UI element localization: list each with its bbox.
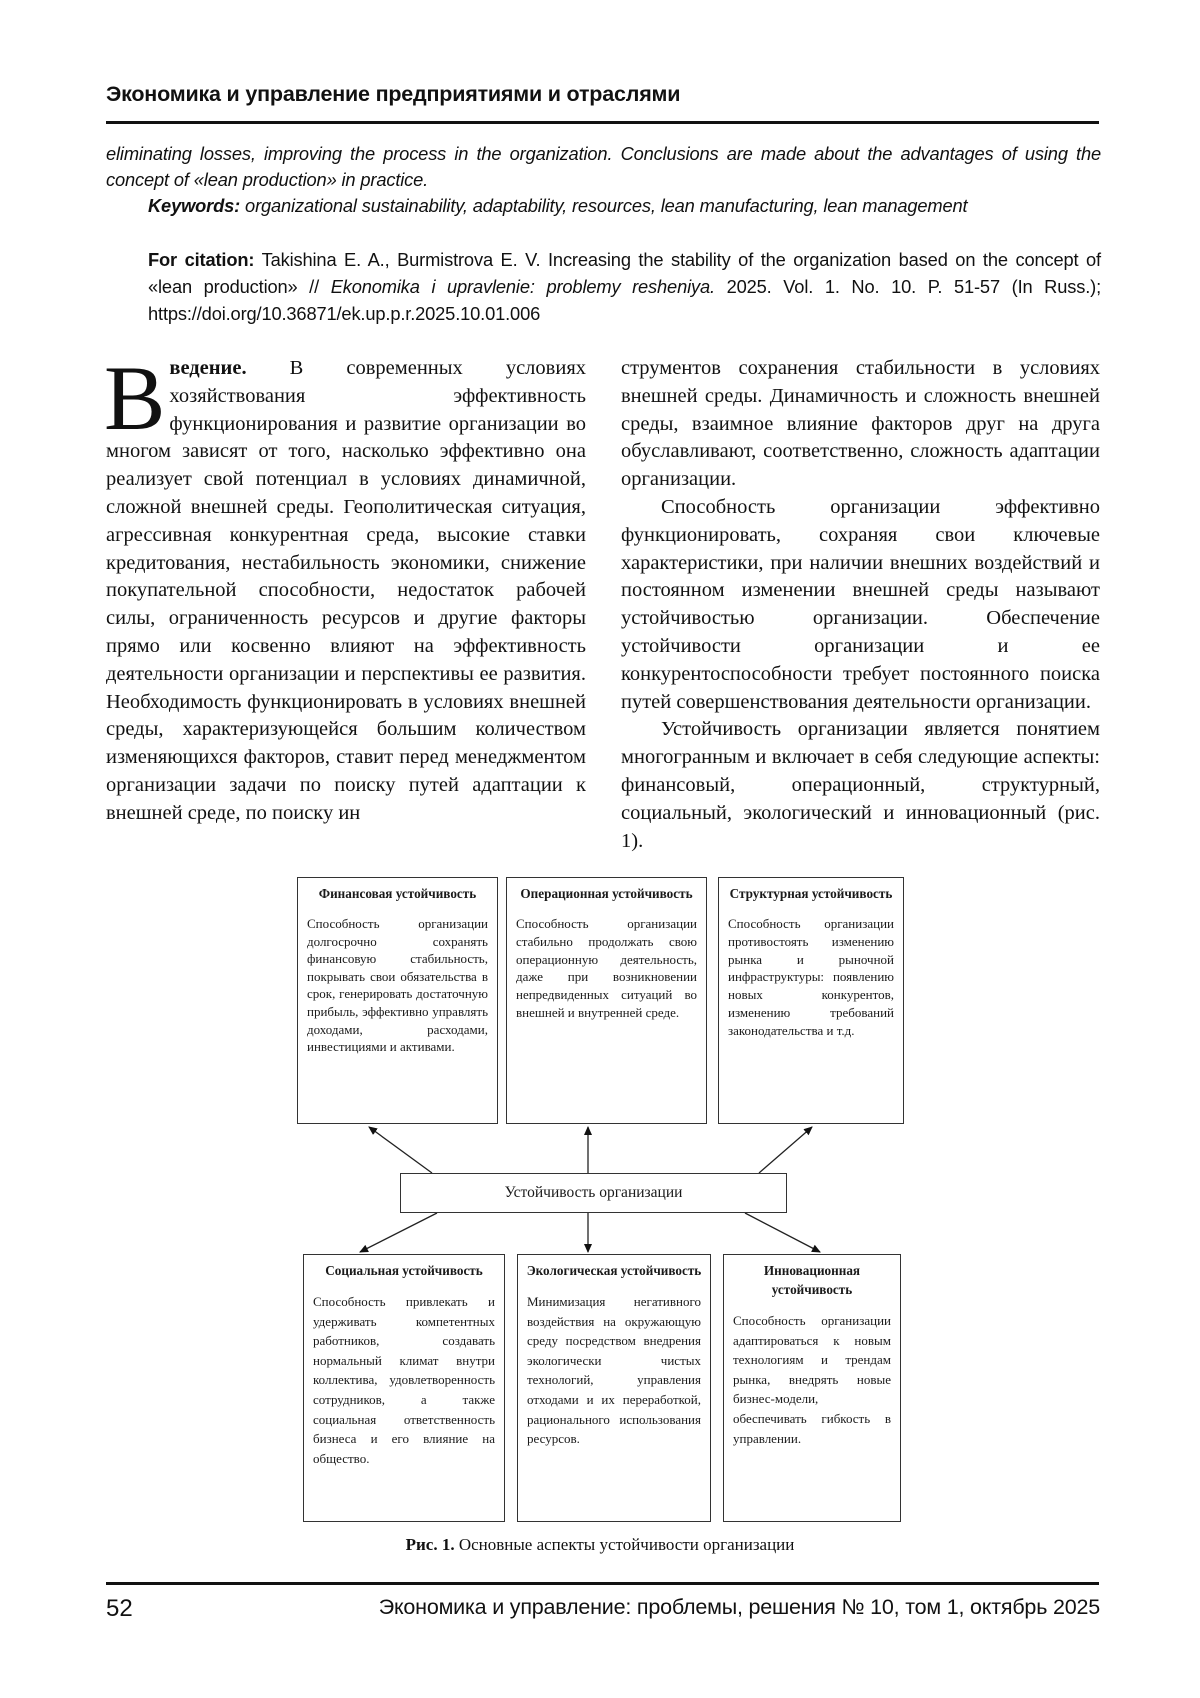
arrow-to-innovative xyxy=(745,1213,820,1252)
body-column-left xyxy=(104,347,586,828)
social-stability-box xyxy=(303,1254,505,1522)
figure-caption xyxy=(0,1535,1200,1555)
box-title: Социальная устойчивость xyxy=(325,1263,483,1278)
dropcap: В xyxy=(104,347,166,449)
keywords xyxy=(148,193,1103,219)
box-title: Структурная устойчивость xyxy=(729,886,893,901)
box-title: Финансовая устойчивость xyxy=(318,886,477,901)
arrow-to-social xyxy=(360,1213,437,1252)
box-text: Способность организации стабильно продолжать свою операционную деятельность, даже при возникновении непредвиденных ситуаций во внешней и внутренней среде. xyxy=(516,916,697,1020)
body-column-right xyxy=(621,355,1100,855)
header-rule xyxy=(106,121,1099,124)
financial-stability-box xyxy=(297,877,498,1124)
box-title: Экологическая устойчивость xyxy=(526,1263,702,1278)
page-number: 52 xyxy=(106,1595,133,1622)
citation-authors-title: Takishina E. A., Burmistrova E. V. Increasing the stability of the organization based on the concept of «lean production» // xyxy=(148,249,1101,297)
footer-rule xyxy=(106,1582,1099,1585)
organization-stability-box: Устойчивость организации xyxy=(400,1173,787,1213)
caption-text: Основные аспекты устойчивости организации xyxy=(454,1535,795,1554)
box-text: Способность организации противостоять изменению рынка и рыночной инфраструктуры: появлению новых конкурентов, изменению требований законодательства и т.д. xyxy=(728,916,894,1038)
citation-details: 2025. Vol. 1. No. 10. P. 51-57 (In Russ.); https://doi.org/10.36871/ek.up.p.r.2025.10.01.006 xyxy=(148,276,1102,324)
ecological-stability-box xyxy=(517,1254,711,1522)
arrow-to-structural xyxy=(759,1127,812,1173)
arrow-to-financial xyxy=(369,1127,432,1173)
innovative-stability-box xyxy=(723,1254,901,1522)
citation-journal: Ekonomika i upravlenie: problemy resheniya. xyxy=(330,276,715,297)
box-text: Минимизация негативного воздействия на окружающую среду посредством внедрения экологически чистых технологий, управления отходами и их переработкой, рационального использования ресурсов. xyxy=(527,1294,701,1447)
box-text: Способность привлекать и удерживать компетентных работников, создавать нормальный климат внутри коллектива, удовлетворенность сотрудников, а также социальная ответственность бизнеса и его влияние на общество. xyxy=(313,1294,495,1466)
citation xyxy=(148,246,1101,327)
structural-stability-box xyxy=(718,877,904,1124)
citation-label: For citation: xyxy=(148,249,255,270)
keywords-label: Keywords: xyxy=(148,195,241,216)
footer-journal-title: Экономика и управление: проблемы, решения № 10, том 1, октябрь 2025 xyxy=(378,1595,1100,1619)
intro-lead: ведение. xyxy=(169,357,247,379)
body-paragraph: Способность организации эффективно функционировать, сохраняя свои ключевые характеристики, при наличии внешних воздействий и постоянном изменении внешней среды называют устойчивостью организации. Обеспечение устойчивости организации и ее конкурентоспособности требует постоянного поиска путей совершенствования деятельности организации. xyxy=(621,495,1100,713)
running-head: Экономика и управление предприятиями и отраслями xyxy=(106,82,681,106)
caption-label: Рис. 1. xyxy=(405,1535,455,1554)
intro-text: В современных условиях хозяйствования эффективность функционирования и развитие организации во многом зависят от того, насколько эффективно она реализует свой потенциал в условиях динамичной, сложной внешней среды. Геополитическая ситуация, агрессивная конкурентная среда, высокие ставки кредитования, нестабильность экономики, снижение покупательной способности, недостаток рабочей силы, ограниченность ресурсов и другие факторы прямо или косвенно влияют на эффективность деятельности организации и перспективы ее развития. Необходимость функционировать в условиях внешней среды, характеризующейся большим количеством изменяющихся факторов, ставит перед менеджментом организации задачи по поиску путей адаптации к внешней среде, по поиску ин xyxy=(106,357,586,824)
box-text: Способность организации адаптироваться к новым технологиям и трендам рынка, внедрять новые бизнес-модели, обеспечивать гибкость в управлении. xyxy=(733,1313,891,1446)
operational-stability-box xyxy=(506,877,707,1124)
box-title: Операционная устойчивость xyxy=(520,886,693,901)
body-paragraph: Устойчивость организации является понятием многогранным и включает в себя следующие аспекты: финансовый, операционный, структурный, социальный, экологический и инновационный (рис. 1). xyxy=(621,718,1100,852)
abstract-text: eliminating losses, improving the process in the organization. Conclusions are made about the advantages of using the concept of «lean production» in practice. xyxy=(106,143,1101,190)
box-text: Способность организации долгосрочно сохранять финансовую стабильность, покрывать свои обязательства в срок, генерировать достаточную прибыль, эффективно управлять доходами, расходами, инвестициями и активами. xyxy=(307,916,488,1055)
body-paragraph: струментов сохранения стабильности в условиях внешней среды. Динамичность и сложность внешней среды, взаимное влияние факторов друг на друга обуславливают, соответственно, сложность адаптации организации. xyxy=(621,357,1100,491)
box-title: Инновационная устойчивость xyxy=(763,1263,861,1297)
keywords-list: organizational sustainability, adaptability, resources, lean manufacturing, lean management xyxy=(245,195,968,216)
intro-paragraph xyxy=(104,347,586,828)
